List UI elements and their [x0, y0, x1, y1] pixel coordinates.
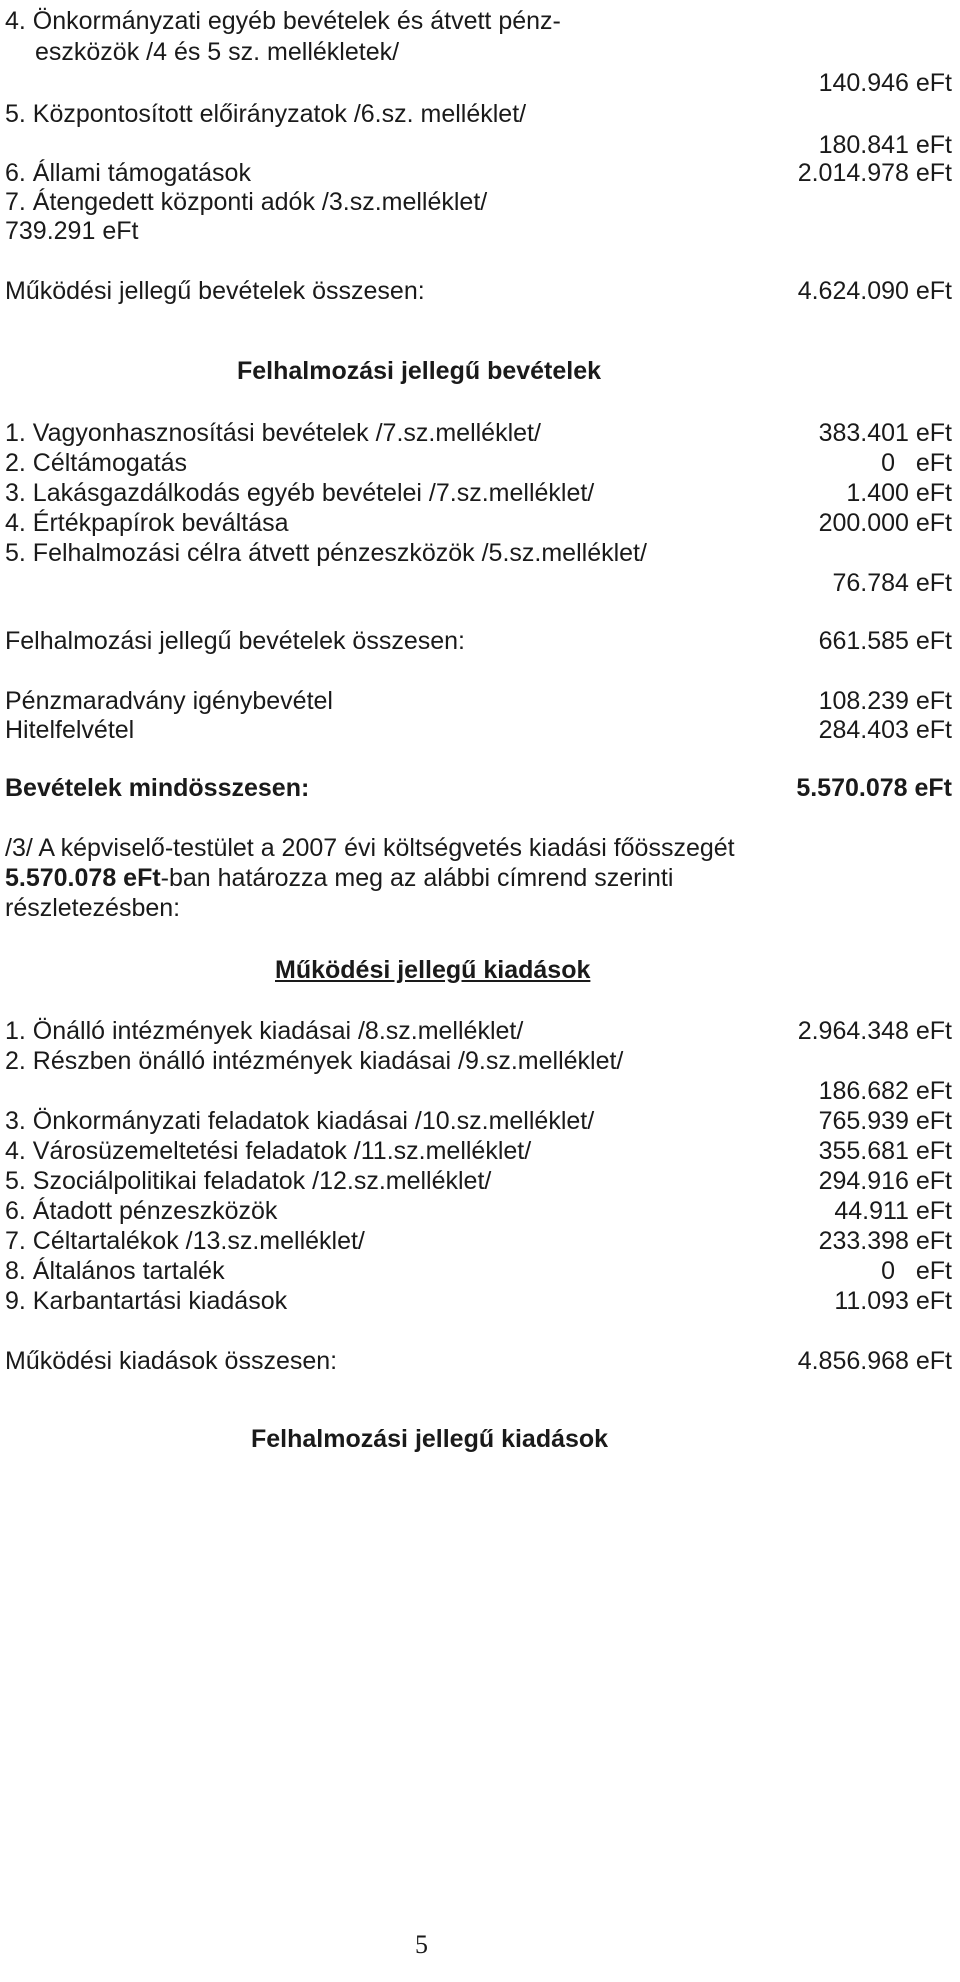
item-5-label: 5. Központosított előirányzatok /6.sz. melléklet/	[5, 100, 527, 128]
capital-revenue-heading: Felhalmozási jellegű bevételek	[237, 357, 602, 385]
capital-item-3-label: 3. Lakásgazdálkodás egyéb bevételei /7.sz.melléklet/	[5, 479, 595, 507]
capital-revenue-total-value: 661.585 eFt	[818, 627, 952, 655]
capital-revenue-total-label: Felhalmozási jellegű bevételek összesen:	[5, 627, 465, 655]
capital-item-2-label: 2. Céltámogatás	[5, 449, 188, 477]
capital-item-4-value: 200.000 eFt	[818, 509, 952, 537]
expense-item-3-value: 765.939 eFt	[818, 1107, 952, 1135]
paragraph-line3: részletezésben:	[5, 894, 181, 922]
loan-value: 284.403 eFt	[818, 716, 952, 744]
item-7-label: 7. Átengedett központi adók /3.sz.melléklet/	[5, 188, 488, 216]
expense-item-5-label: 5. Szociálpolitikai feladatok /12.sz.melléklet/	[5, 1167, 492, 1195]
operating-expenses-total-label: Működési kiadások összesen:	[5, 1347, 338, 1375]
capital-item-5-value: 76.784 eFt	[832, 569, 952, 597]
expense-item-7-value: 233.398 eFt	[818, 1227, 952, 1255]
expense-item-2-label: 2. Részben önálló intézmények kiadásai /9.sz.melléklet/	[5, 1047, 624, 1075]
capital-expenses-heading: Felhalmozási jellegű kiadások	[251, 1425, 609, 1453]
item-4-value: 140.946 eFt	[818, 69, 952, 97]
operating-expenses-heading: Működési jellegű kiadások	[275, 956, 591, 984]
expense-item-6-label: 6. Átadott pénzeszközök	[5, 1197, 278, 1225]
paragraph-line2	[5, 863, 673, 893]
residual-value: 108.239 eFt	[818, 687, 952, 715]
expense-item-2-value: 186.682 eFt	[818, 1077, 952, 1105]
capital-item-3-value: 1.400 eFt	[846, 479, 952, 507]
grand-total-value: 5.570.078 eFt	[796, 774, 952, 802]
expense-item-7-label: 7. Céltartalékok /13.sz.melléklet/	[5, 1227, 365, 1255]
expense-item-6-value: 44.911 eFt	[834, 1197, 952, 1225]
grand-total-label: Bevételek mindösszesen:	[5, 774, 310, 802]
item-4-label-line2: eszközök /4 és 5 sz. mellékletek/	[35, 38, 400, 66]
expense-item-9-label: 9. Karbantartási kiadások	[5, 1287, 288, 1315]
capital-item-5-label: 5. Felhalmozási célra átvett pénzeszközök /5.sz.melléklet/	[5, 539, 647, 567]
expense-item-1-label: 1. Önálló intézmények kiadásai /8.sz.melléklet/	[5, 1017, 524, 1045]
paragraph-line2-rest: -ban határozza meg az alábbi címrend szerinti	[160, 864, 674, 892]
operating-revenue-total-label: Működési jellegű bevételek összesen:	[5, 277, 425, 305]
item-4-label-line1: 4. Önkormányzati egyéb bevételek és átvett pénz-	[5, 7, 561, 35]
item-6-value: 2.014.978 eFt	[797, 159, 952, 187]
expense-item-5-value: 294.916 eFt	[818, 1167, 952, 1195]
paragraph-amount: 5.570.078 eFt	[5, 864, 161, 892]
loan-label: Hitelfelvétel	[5, 716, 135, 744]
item-6-label: 6. Állami támogatások	[5, 159, 251, 187]
expense-item-8-value: 0 eFt	[881, 1257, 952, 1285]
item-5-value: 180.841 eFt	[818, 131, 952, 159]
expense-item-8-label: 8. Általános tartalék	[5, 1257, 225, 1285]
page-number: 5	[415, 1930, 428, 1959]
residual-label: Pénzmaradvány igénybevétel	[5, 687, 333, 715]
capital-item-1-label: 1. Vagyonhasznosítási bevételek /7.sz.melléklet/	[5, 419, 541, 447]
expense-item-9-value: 11.093 eFt	[834, 1287, 952, 1315]
paragraph-line1: /3/ A képviselő-testület a 2007 évi költségvetés kiadási főösszegét	[5, 834, 735, 862]
capital-item-2-value: 0 eFt	[881, 449, 952, 477]
capital-item-1-value: 383.401 eFt	[818, 419, 952, 447]
expense-item-4-value: 355.681 eFt	[818, 1137, 952, 1165]
operating-revenue-total-value: 4.624.090 eFt	[797, 277, 952, 305]
expense-item-4-label: 4. Városüzemeltetési feladatok /11.sz.melléklet/	[5, 1137, 532, 1165]
expense-item-3-label: 3. Önkormányzati feladatok kiadásai /10.sz.melléklet/	[5, 1107, 595, 1135]
operating-expenses-total-value: 4.856.968 eFt	[797, 1347, 952, 1375]
capital-item-4-label: 4. Értékpapírok beváltása	[5, 509, 289, 537]
expense-item-1-value: 2.964.348 eFt	[797, 1017, 952, 1045]
item-7-value: 739.291 eFt	[5, 217, 139, 245]
